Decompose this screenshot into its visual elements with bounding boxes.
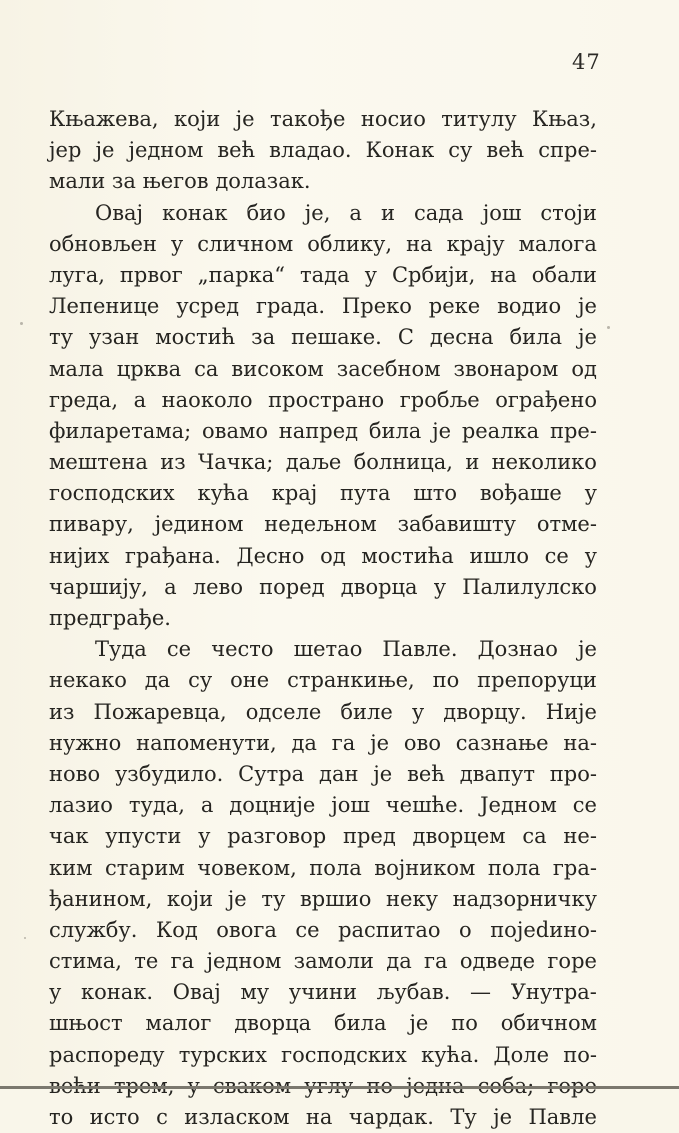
word: стима, <box>49 949 122 974</box>
word: крај <box>271 481 318 506</box>
word: нужно <box>49 730 122 755</box>
text-line <box>49 135 597 166</box>
word: високом <box>231 356 324 381</box>
word: чардак. <box>348 1105 434 1129</box>
text-line <box>49 1102 597 1133</box>
word: јер <box>49 138 82 163</box>
word: гра- <box>552 855 597 880</box>
word: са <box>522 824 547 849</box>
word: мештена <box>49 450 148 475</box>
word: да <box>291 730 317 755</box>
word: на <box>406 231 433 256</box>
word: засебном <box>336 356 441 381</box>
word: га <box>424 949 448 974</box>
word: био <box>246 200 286 225</box>
word: мостића <box>361 543 454 568</box>
word: једином <box>154 512 244 537</box>
word: владао. <box>269 138 352 163</box>
word: је <box>577 325 597 350</box>
word: обали <box>531 262 597 287</box>
word: неку <box>386 886 438 911</box>
word: обичном <box>500 1011 597 1036</box>
text-line <box>49 260 597 291</box>
word: овамо <box>202 418 268 443</box>
word: дворца <box>340 574 418 599</box>
word: неколико <box>491 450 597 475</box>
text-line <box>49 416 597 447</box>
word: обновљен <box>49 231 157 256</box>
word: шњост <box>49 1011 123 1036</box>
word: лево <box>192 574 243 599</box>
text-line <box>49 509 597 540</box>
word: а <box>349 200 362 225</box>
word: већ <box>486 138 525 163</box>
word: је <box>227 886 247 911</box>
word: тада <box>300 262 350 287</box>
word: наоколо <box>161 387 253 412</box>
word: ново <box>49 761 101 786</box>
word: му <box>240 980 270 1005</box>
word: Пожаревца, <box>93 699 227 724</box>
word: Павле. <box>382 637 458 662</box>
word: по- <box>563 1042 597 1067</box>
word: била <box>334 1011 387 1036</box>
word: двапут <box>459 761 535 786</box>
word: да <box>386 949 412 974</box>
word: Лепенице <box>49 294 160 319</box>
word: Овај <box>172 980 221 1005</box>
word: Павле <box>528 1105 597 1129</box>
text-line <box>49 541 597 572</box>
word: грађана. <box>125 543 221 568</box>
text-line <box>49 572 597 603</box>
word: често <box>211 637 274 662</box>
text-line <box>49 884 597 915</box>
word: у <box>198 824 211 849</box>
word: се <box>166 637 192 662</box>
word: је <box>578 294 597 319</box>
word: вођаше <box>479 481 562 506</box>
text-line <box>49 977 597 1008</box>
word: господских <box>49 481 175 506</box>
word: је <box>95 138 115 163</box>
word: човеком, <box>197 855 297 880</box>
word: а <box>200 793 214 818</box>
word: Конак <box>365 138 435 163</box>
text-line <box>49 447 597 478</box>
word: једном <box>128 138 204 163</box>
text-line <box>49 697 597 728</box>
word: по <box>451 1011 478 1036</box>
word: вршио <box>299 886 372 911</box>
word: мостић <box>155 325 236 350</box>
word: је <box>493 1105 513 1129</box>
word: биле <box>340 699 393 724</box>
text-line <box>49 478 597 509</box>
word: ишло <box>469 543 529 568</box>
word: такође <box>270 107 346 131</box>
word: напоменути, <box>136 730 277 755</box>
word: конак. <box>81 980 154 1005</box>
word: отме- <box>536 512 597 537</box>
word: Чачка; <box>198 450 274 475</box>
word: што <box>413 481 458 506</box>
word: филаретама; <box>49 418 192 443</box>
word: исто <box>89 1105 140 1129</box>
word: а <box>133 387 147 412</box>
word: горе <box>547 949 597 974</box>
word: кућа. <box>421 1042 480 1067</box>
word: Палилулско <box>462 574 597 599</box>
word: чаршију, <box>49 574 148 599</box>
word: узан <box>88 325 140 350</box>
word: Унутра- <box>510 980 597 1005</box>
text-line <box>49 946 597 977</box>
word: ђанином, <box>49 886 153 911</box>
word: Овај <box>95 200 144 225</box>
word: на <box>490 262 517 287</box>
word: у <box>170 231 184 256</box>
word: конак <box>162 200 228 225</box>
word: из <box>49 699 75 724</box>
text-line <box>49 354 597 385</box>
word: странкиње, <box>287 668 415 693</box>
word: већ <box>407 761 445 786</box>
text-line <box>49 291 597 322</box>
word: долазак. <box>215 169 311 194</box>
word: на- <box>563 730 597 755</box>
word: мала <box>49 356 104 381</box>
word: носио <box>360 107 426 131</box>
word: сазнање <box>455 730 549 755</box>
word: са <box>194 356 219 381</box>
word: појedино- <box>490 917 597 942</box>
word: у <box>364 262 377 287</box>
word: старим <box>104 855 185 880</box>
text-line <box>49 665 597 696</box>
word: дворцем <box>412 824 506 849</box>
word: препоруци <box>477 668 597 693</box>
word: мали <box>49 169 106 194</box>
word: шетао <box>293 637 363 662</box>
body-text <box>49 104 597 1133</box>
word: недељном <box>264 512 377 537</box>
text-line <box>49 790 597 821</box>
word: на <box>305 1105 333 1129</box>
word: „парка“ <box>197 262 286 287</box>
word: водио <box>497 294 562 319</box>
word: даље <box>285 450 342 475</box>
word: узбудило. <box>114 761 224 786</box>
word: Књаз, <box>531 107 597 131</box>
word: греда, <box>49 387 118 412</box>
text-line <box>49 385 597 416</box>
word: у <box>584 543 597 568</box>
word: нијих <box>49 543 110 568</box>
word: Књажева, <box>49 107 159 131</box>
word: града. <box>255 294 326 319</box>
word: упусти <box>105 824 182 849</box>
word: који <box>174 107 221 131</box>
word: реалка <box>461 418 540 443</box>
word: пута <box>340 481 391 506</box>
word: у <box>433 574 447 599</box>
word: да <box>144 668 171 693</box>
word: болница, <box>353 450 453 475</box>
word: првог <box>119 262 183 287</box>
word: су <box>188 668 213 693</box>
word: чешће. <box>385 793 465 818</box>
word: Десно <box>236 543 305 568</box>
word: звонаром <box>453 356 559 381</box>
paper-speck <box>20 322 23 325</box>
word: ту <box>261 886 286 911</box>
word: ким <box>49 855 93 880</box>
text-line <box>49 853 597 884</box>
text-line <box>49 1008 597 1039</box>
word: црква <box>116 356 182 381</box>
word: облику, <box>307 231 393 256</box>
word: не- <box>563 824 597 849</box>
word: још <box>331 793 370 818</box>
paper-speck <box>24 937 26 939</box>
word: лазио <box>49 793 113 818</box>
word: те <box>134 949 159 974</box>
text-line <box>49 915 597 946</box>
word: службу. <box>49 917 138 942</box>
word: Једном <box>480 793 557 818</box>
word: Дознао <box>477 637 558 662</box>
word: по <box>432 668 460 693</box>
word: изласком <box>184 1105 290 1129</box>
word: луга, <box>49 262 105 287</box>
word: пола <box>309 855 362 880</box>
word: се <box>572 793 597 818</box>
word: с <box>156 1105 168 1129</box>
word: реке <box>428 294 481 319</box>
word: за <box>251 325 276 350</box>
word: дворцу. <box>443 699 527 724</box>
word: а <box>164 574 177 599</box>
word: дан <box>319 761 359 786</box>
word: забавишту <box>397 512 517 537</box>
word: се <box>295 917 320 942</box>
word: про- <box>549 761 597 786</box>
word: С <box>397 325 414 350</box>
word: надзорничку <box>452 886 597 911</box>
word: предграђе. <box>49 606 171 630</box>
word: овога <box>216 917 277 942</box>
word: његов <box>142 169 209 194</box>
word: учини <box>288 980 358 1005</box>
word: Преко <box>341 294 412 319</box>
word: турских <box>178 1042 267 1067</box>
page-number: 47 <box>572 50 601 74</box>
word: је <box>370 730 390 755</box>
text-line <box>49 603 597 634</box>
word: ограђено <box>495 387 597 412</box>
text-line <box>49 759 597 790</box>
word: о <box>459 917 472 942</box>
word: одведе <box>459 949 536 974</box>
word: већ <box>217 138 256 163</box>
word: Сутра <box>238 761 305 786</box>
word: је <box>373 761 393 786</box>
word: разговор <box>227 824 327 849</box>
text-line <box>49 166 597 197</box>
word: пространо <box>268 387 385 412</box>
word: крају <box>446 231 505 256</box>
word: ово <box>403 730 441 755</box>
word: пре- <box>549 418 597 443</box>
word: у <box>49 980 62 1005</box>
word: за <box>111 169 136 194</box>
word: гробље <box>399 387 480 412</box>
text-line <box>49 198 597 229</box>
word: љубав. <box>376 980 451 1005</box>
word: од <box>571 356 597 381</box>
word: десна <box>429 325 494 350</box>
word: још <box>482 200 522 225</box>
word: једном <box>206 949 282 974</box>
word: га <box>331 730 356 755</box>
word: дворца <box>234 1011 312 1036</box>
word: је <box>235 107 255 131</box>
word: и <box>465 450 480 475</box>
word: у <box>584 481 597 506</box>
word: доцније <box>229 793 316 818</box>
word: Ту <box>450 1105 477 1129</box>
word: сличном <box>197 231 294 256</box>
word: била <box>368 418 422 443</box>
word: је <box>409 1011 429 1036</box>
word: га <box>170 949 195 974</box>
word: је <box>578 637 597 662</box>
text-line <box>49 728 597 759</box>
word: — <box>470 980 492 1005</box>
text-line <box>49 821 597 852</box>
word: војником <box>374 855 476 880</box>
word: спре- <box>538 138 597 163</box>
word: који <box>166 886 214 911</box>
word: малога <box>518 231 597 256</box>
text-line <box>49 322 597 353</box>
word: била <box>509 325 562 350</box>
word: малог <box>145 1011 212 1036</box>
text-line <box>49 634 597 665</box>
word: напред <box>278 418 359 443</box>
word: је <box>432 418 452 443</box>
word: распореду <box>49 1042 165 1067</box>
word: у <box>411 699 425 724</box>
text-line <box>49 229 597 260</box>
word: то <box>49 1105 74 1129</box>
word: Србији, <box>391 262 476 287</box>
word: ту <box>49 325 73 350</box>
word: пред <box>342 824 396 849</box>
word: чак <box>49 824 89 849</box>
word: стоји <box>540 200 597 225</box>
word: оне <box>230 668 270 693</box>
word: пола <box>487 855 541 880</box>
word: распитао <box>338 917 441 942</box>
word: туда, <box>128 793 185 818</box>
word: поред <box>259 574 325 599</box>
word: господских <box>281 1042 407 1067</box>
word: одселе <box>245 699 322 724</box>
word: титулу <box>441 107 517 131</box>
word: Доле <box>493 1042 550 1067</box>
paper-speck <box>607 326 610 329</box>
word: и <box>380 200 395 225</box>
word: се <box>544 543 569 568</box>
word: је, <box>304 200 331 225</box>
word: усред <box>176 294 240 319</box>
word: Туда <box>95 637 147 662</box>
word: пивару, <box>49 512 134 537</box>
word: некако <box>49 668 127 693</box>
word: од <box>320 543 346 568</box>
word: кућа <box>197 481 249 506</box>
word: Код <box>155 917 198 942</box>
word: су <box>448 138 473 163</box>
word: пешаке. <box>291 325 382 350</box>
word: из <box>160 450 186 475</box>
word: сада <box>413 200 464 225</box>
text-line <box>49 1040 597 1071</box>
word: замоли <box>293 949 374 974</box>
word: Није <box>545 699 597 724</box>
text-line <box>49 104 597 135</box>
